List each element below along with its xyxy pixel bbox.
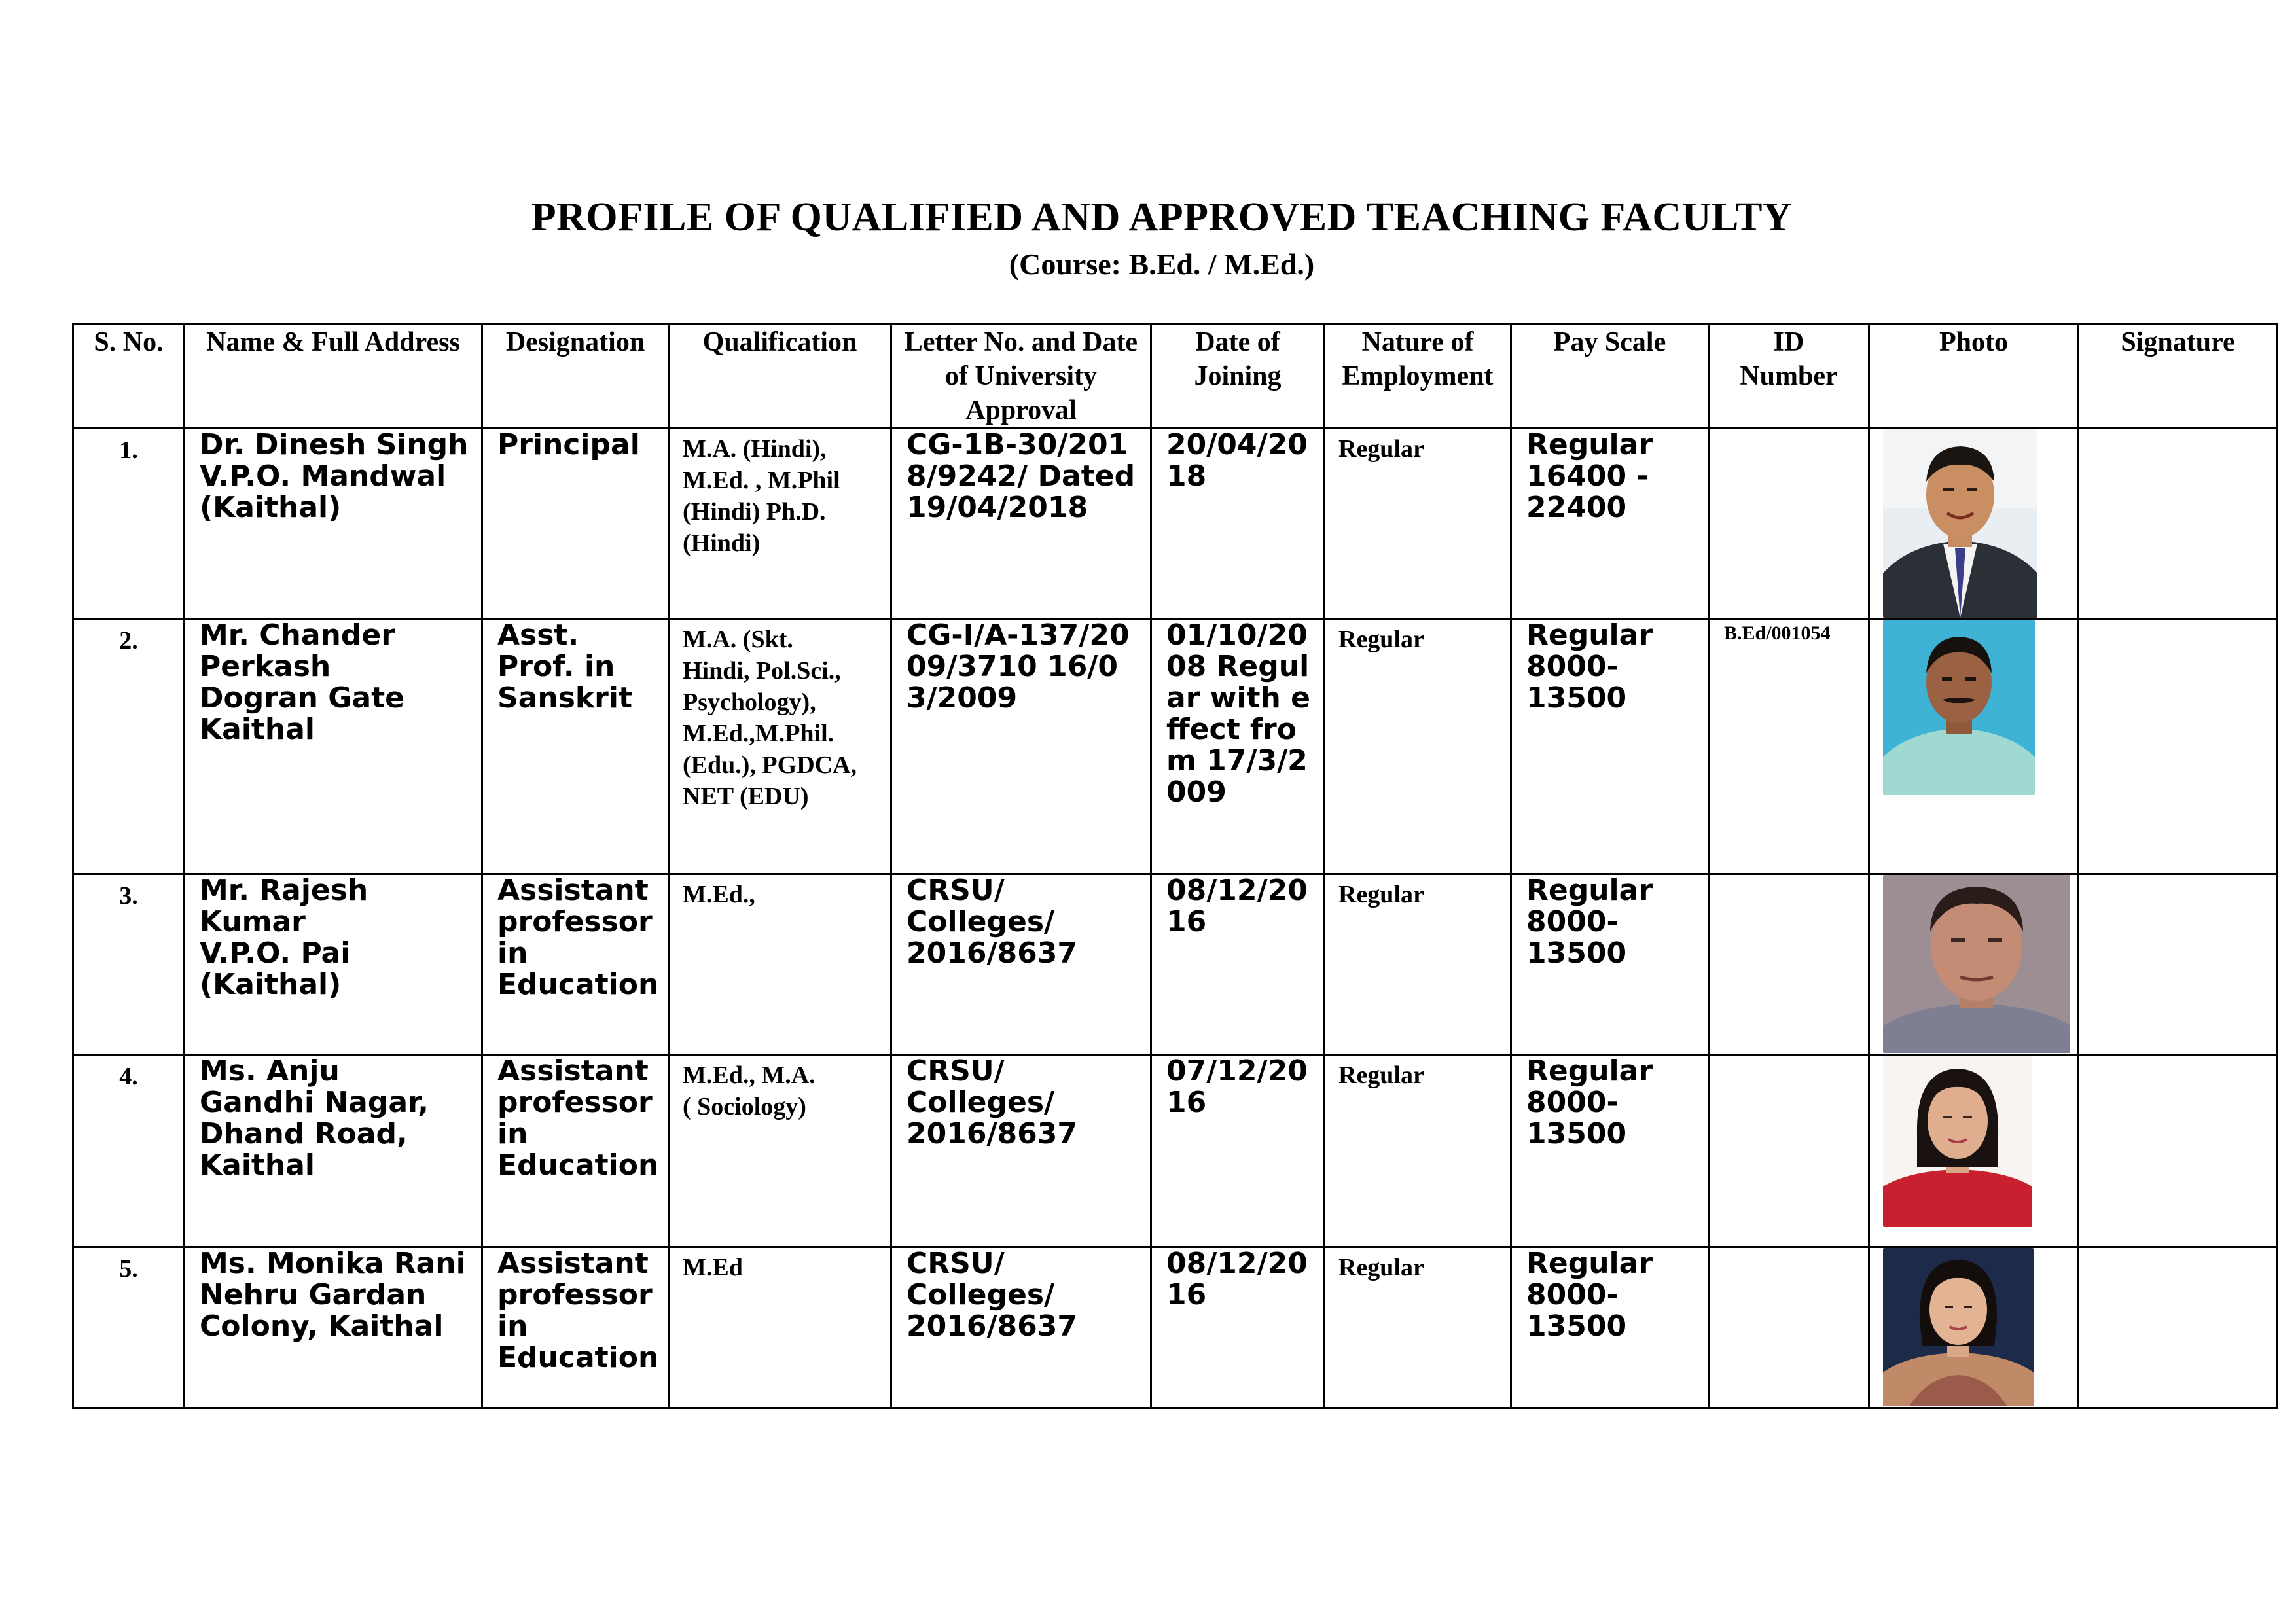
row-photo [1869,874,2079,1055]
table-header-row [73,325,2278,429]
row-qualification: M.A. (Hindi), M.Ed. , M.Phil (Hindi) Ph.D. (Hindi) [669,429,891,619]
person-photo [1883,429,2037,618]
row-letter: CRSU/ Colleges/ 2016/8637 [891,1247,1151,1408]
row-pay-scale: Regular 8000- 13500 [1511,874,1709,1055]
person-photo [1883,620,2035,795]
header-photo: Photo [1869,325,2079,429]
row-signature [2079,874,2278,1055]
row-id-number [1709,874,1869,1055]
row-signature [2079,429,2278,619]
row-id-number [1709,1247,1869,1408]
row-signature [2079,1055,2278,1247]
row-designation: Assistant professor in Education [482,874,669,1055]
header-id: ID Number [1709,325,1869,429]
table-row [73,429,2278,619]
page-title: PROFILE OF QUALIFIED AND APPROVED TEACHING FACULTY [531,195,1793,240]
row-id-number [1709,429,1869,619]
header-name: Name & Full Address [185,325,482,429]
row-sno: 3. [73,874,185,1055]
row-qualification: M.A. (Skt. Hindi, Pol.Sci., Psychology), M.Ed.,M.Phil. (Edu.), PGDCA, NET (EDU) [669,619,891,874]
header-nature: Nature of Employment [1325,325,1511,429]
row-pay-scale: Regular 16400 - 22400 [1511,429,1709,619]
faculty-table [72,323,2278,1409]
row-name-address: Dr. Dinesh Singh V.P.O. Mandwal (Kaithal) [185,429,482,619]
row-photo [1869,429,2079,619]
header-qualification: Qualification [669,325,891,429]
header-letter: Letter No. and Date of University Approval [891,325,1151,429]
row-signature [2079,619,2278,874]
row-joining: 08/12/2016 [1151,874,1325,1055]
row-letter: CG-I/A-137/2009/3710 16/03/2009 [891,619,1151,874]
row-sno: 4. [73,1055,185,1247]
row-nature: Regular [1325,1247,1511,1408]
row-designation: Assistant professor in Education [482,1247,669,1408]
row-nature: Regular [1325,429,1511,619]
header-signature: Signature [2079,325,2278,429]
row-qualification: M.Ed., M.A. ( Sociology) [669,1055,891,1247]
row-pay-scale: Regular 8000- 13500 [1511,619,1709,874]
row-sno: 1. [73,429,185,619]
row-designation: Asst. Prof. in Sanskrit [482,619,669,874]
header-pay: Pay Scale [1511,325,1709,429]
row-sno: 2. [73,619,185,874]
person-photo [1883,1056,2032,1227]
row-name-address: Ms. Monika Rani Nehru Gardan Colony, Kaithal [185,1247,482,1408]
row-photo [1869,1247,2079,1408]
row-designation: Assistant professor in Education [482,1055,669,1247]
header-joining: Date of Joining [1151,325,1325,429]
row-name-address: Ms. Anju Gandhi Nagar, Dhand Road, Kaithal [185,1055,482,1247]
course-subtitle: (Course: B.Ed. / M.Ed.) [1009,247,1315,281]
table-row [73,1247,2278,1408]
row-id-number: B.Ed/001054 [1709,619,1869,874]
row-qualification: M.Ed., [669,874,891,1055]
row-nature: Regular [1325,619,1511,874]
table-row [73,1055,2278,1247]
row-letter: CG-1B-30/2018/9242/ Dated19/04/2018 [891,429,1151,619]
row-qualification: M.Ed [669,1247,891,1408]
row-photo [1869,619,2079,874]
header-sno: S. No. [73,325,185,429]
row-letter: CRSU/ Colleges/ 2016/8637 [891,874,1151,1055]
row-joining: 20/04/2018 [1151,429,1325,619]
row-nature: Regular [1325,874,1511,1055]
row-name-address: Mr. Chander Perkash Dogran Gate Kaithal [185,619,482,874]
row-letter: CRSU/ Colleges/ 2016/8637 [891,1055,1151,1247]
row-designation: Principal [482,429,669,619]
person-photo [1883,875,2070,1053]
row-name-address: Mr. Rajesh Kumar V.P.O. Pai (Kaithal) [185,874,482,1055]
row-signature [2079,1247,2278,1408]
row-joining: 08/12/2016 [1151,1247,1325,1408]
person-photo [1883,1248,2034,1406]
table-row [73,619,2278,874]
row-pay-scale: Regular 8000- 13500 [1511,1247,1709,1408]
row-joining: 01/10/2008 Regular with effect from 17/3/2009 [1151,619,1325,874]
row-id-number [1709,1055,1869,1247]
row-pay-scale: Regular 8000- 13500 [1511,1055,1709,1247]
row-joining: 07/12/2016 [1151,1055,1325,1247]
row-nature: Regular [1325,1055,1511,1247]
row-sno: 5. [73,1247,185,1408]
table-row [73,874,2278,1055]
header-designation: Designation [482,325,669,429]
row-photo [1869,1055,2079,1247]
